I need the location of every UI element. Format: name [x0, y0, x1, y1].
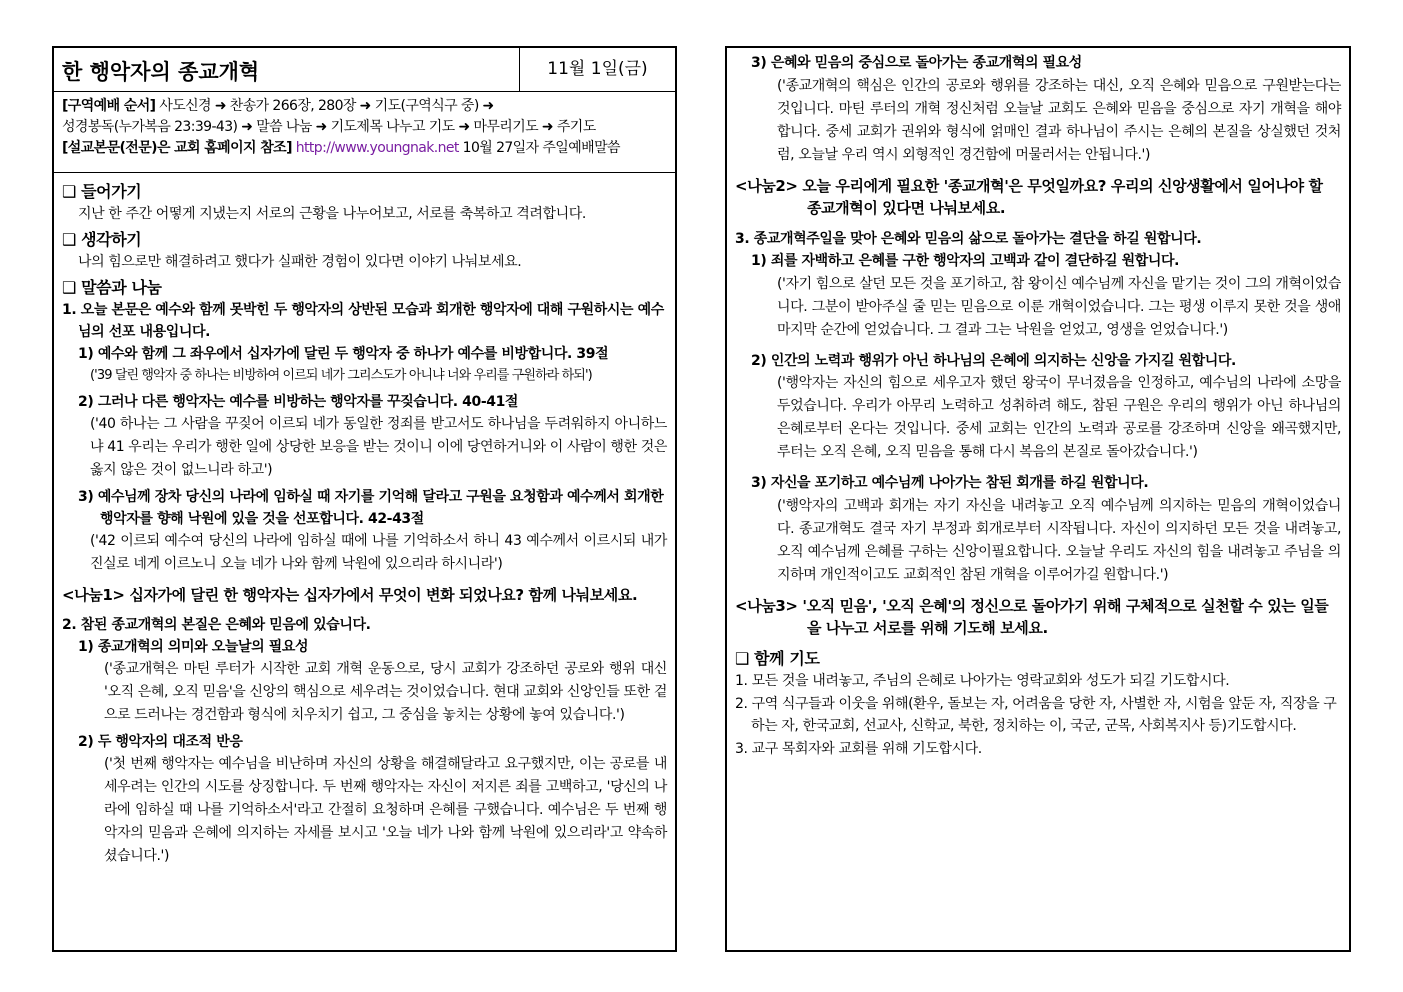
point-3-1: 1) 죄를 자백하고 은혜를 구한 행악자의 고백과 같이 결단하길 원합니다. [751, 253, 1179, 269]
sermon-label: [설교본문(전문)은 교회 홈페이지 참조] [62, 140, 292, 156]
point-3-2: 2) 인간의 노력과 행위가 아닌 하나님의 은혜에 의지하는 신앙을 가지길 원합니다. [751, 352, 1236, 369]
point-1-2: 2) 그러나 다른 행악자는 예수를 비방하는 행악자를 꾸짖습니다. 40-41절 [78, 394, 519, 410]
point-2-1-quote: ('종교개혁은 마틴 루터가 시작한 교회 개혁 운동으로, 당시 교회가 강조하던 공로와 행위 대신 '오직 은혜, 오직 믿음'을 신앙의 핵심으로 세우려는 것이었습니다. 현대 교회와 신앙인들 또한 겉으로 드러나는 경건함과 형식에 치우치기 쉽고, 그 중심을 놓치는 상황에 놓여 있습니다.') [104, 661, 667, 723]
share-2: <나눔2> 오늘 우리에게 필요한 '종교개혁'은 무엇일까요? 우리의 신앙생활에서 일어나야 할 종교개혁이 있다면 나눠보세요. [735, 176, 1323, 217]
point-2-3: 3) 은혜와 믿음의 중심으로 돌아가는 종교개혁의 필요성 [751, 55, 1082, 71]
prayer-1: 1. 모든 것을 내려놓고, 주님의 은혜로 나아가는 영락교회와 성도가 되길 기도합시다. [735, 673, 1230, 689]
order-label: [구역예배 순서] [62, 98, 156, 114]
point-1-3-quote: ('42 이르되 예수여 당신의 나라에 임하실 때에 나를 기억하소서 하니 43 예수께서 이르시되 내가 진실로 네게 이르노니 오늘 네가 나와 함께 낙원에 있으리라 하시니라') [90, 533, 667, 572]
sermon-date: 10월 27일자 주일예배말씀 [458, 140, 620, 156]
point-2: 2. 참된 종교개혁의 본질은 은혜와 믿음에 있습니다. [62, 617, 371, 633]
left-panel [52, 46, 677, 952]
point-1-1: 1) 예수와 함께 그 좌우에서 십자가에 달린 두 행악자 중 하나가 예수를 비방합니다. 39절 [78, 346, 609, 362]
point-3-2-quote: ('행악자는 자신의 힘으로 세우고자 했던 왕국이 무너졌음을 인정하고, 예수님의 나라에 소망을 두었습니다. 우리가 아무리 노력하고 성취하려 해도, 참된 구원은 우리의 행위가 아닌 하나님의 은혜로부터 온다는 것입니다. 중세 교회는 인간의 노력과 공로를 강조하며 신앙을 왜곡했지만, 루터는 오직 은혜, 오직 믿음을 통해 다시 복음의 본질로 돌아갔습니다.') [777, 375, 1341, 460]
share-1: <나눔1> 십자가에 달린 한 행악자는 십자가에서 무엇이 변화 되었나요? 함께 나눠보세요. [62, 586, 638, 604]
point-1-2-quote: ('40 하나는 그 사람을 꾸짖어 이르되 네가 동일한 정죄를 받고서도 하나님을 두려워하지 아니하느냐 41 우리는 우리가 행한 일에 상당한 보응을 받는 것이니 이에 당연하거니와 이 사람이 행한 것은 옳지 않은 것이 없느니라 하고') [90, 416, 667, 478]
order-text1: 사도신경 ➜ 찬송가 266장, 280장 ➜ 기도(구역식구 중) ➜ [155, 98, 494, 114]
point-3-3: 3) 자신을 포기하고 예수님께 나아가는 참된 회개를 하길 원합니다. [751, 475, 1149, 491]
section-think-text: 나의 힘으로만 해결하려고 했다가 실패한 경험이 있다면 이야기 나눠보세요. [78, 254, 522, 270]
point-1-1-quote: ('39 달린 행악자 중 하나는 비방하여 이르되 네가 그리스도가 아니냐 너와 우리를 구원하라 하되') [90, 368, 592, 383]
order-text2: 성경봉독(누가복음 23:39-43) ➜ 말씀 나눔 ➜ 기도제목 나누고 기도 ➜ 마무리기도 ➜ 주기도 [62, 119, 596, 135]
point-2-1: 1) 종교개혁의 의미와 오늘날의 필요성 [78, 639, 309, 655]
right-panel [725, 46, 1351, 952]
page-title: 한 행악자의 종교개혁 [54, 48, 520, 91]
homepage-link[interactable]: http://www.youngnak.net [291, 140, 459, 156]
section-intro-title: ❑ 들어가기 [62, 182, 142, 201]
section-word-title: ❑ 말씀과 나눔 [62, 278, 162, 297]
section-intro-text: 지난 한 주간 어떻게 지냈는지 서로의 근황을 나누어보고, 서로를 축복하고 격려합니다. [78, 206, 586, 222]
left-content [54, 173, 675, 868]
point-2-3-quote: ('종교개혁의 핵심은 인간의 공로와 행위를 강조하는 대신, 오직 은혜와 믿음으로 구원받는다는 것입니다. 마틴 루터의 개혁 정신처럼 오늘날 교회도 은혜와 믿음을 중심으로 자기 개혁을 해야 합니다. 중세 교회가 권위와 형식에 얽매인 결과 하나님이 주시는 은혜의 본질을 상실했던 것처럼, 오늘날 우리 역시 외형적인 경건함에 머물러서는 안됩니다.') [777, 77, 1341, 163]
point-1-3: 3) 예수님께 장차 당신의 나라에 임하실 때 자기를 기억해 달라고 구원을 요청함과 예수께서 회개한 행악자를 향해 낙원에 있을 것을 선포합니다. 42-43절 [78, 489, 664, 527]
point-2-2-quote: ('첫 번째 행악자는 예수님을 비난하며 자신의 상황을 해결해달라고 요구했지만, 이는 공로를 내세우려는 인간의 시도를 상징합니다. 두 번째 행악자는 자신이 저지른 죄를 고백하고, '당신의 나라에 임하실 때 나를 기억하소서'라고 간절히 요청하며 은혜를 구했습니다. 예수님은 두 번째 행악자의 믿음과 은혜에 의지하는 자세를 보시고 '오늘 네가 나와 함께 낙원에 있으리라'고 약속하셨습니다.') [104, 756, 667, 864]
header [54, 48, 675, 92]
date-label: 11월 1일(금) [547, 59, 648, 79]
prayer-3: 3. 교구 목회자와 교회를 위해 기도합시다. [735, 740, 982, 757]
prayer-2: 2. 구역 식구들과 이웃을 위해(환우, 돌보는 자, 어려움을 당한 자, 사별한 자, 시험을 앞둔 자, 직장을 구하는 자, 한국교회, 선교사, 신학교, 북한, 정치하는 이, 국군, 군목, 사회복지사 등)기도합시다. [735, 695, 1337, 734]
point-3-1-quote: ('자기 힘으로 살던 모든 것을 포기하고, 참 왕이신 예수님께 자신을 맡기는 것이 그의 개혁이었습니다. 그분이 받아주실 줄 믿는 믿음으로 이룬 개혁이었습니다. 그는 평생 이루지 못한 것을 생애 마지막 순간에 얻었습니다. 그 결과 그는 낙원을 얻었고, 영생을 얻었습니다.') [777, 275, 1341, 338]
right-content [727, 48, 1349, 760]
share-3: <나눔3> '오직 믿음', '오직 은혜'의 정신으로 돌아가기 위해 구체적으로 실천할 수 있는 일들을 나누고 서로를 위해 기도해 보세요. [735, 596, 1329, 637]
point-2-2: 2) 두 행악자의 대조적 반응 [78, 734, 243, 750]
section-think-title: ❑ 생각하기 [62, 230, 142, 249]
point-3-3-quote: ('행악자의 고백과 회개는 자기 자신을 내려놓고 오직 예수님께 의지하는 믿음의 개혁이었습니다. 종교개혁도 결국 자기 부정과 회개로부터 시작됩니다. 자신이 의지하던 모든 것을 내려놓고, 오직 예수님께 은혜를 구하는 신앙이필요합니다. 오늘날 우리도 자신의 힘을 내려놓고 주님을 의지하며 개인적이고도 교회적인 참된 개혁을 이루어가길 원합니다.') [777, 497, 1341, 583]
worship-order [54, 92, 675, 173]
point-3: 3. 종교개혁주일을 맞아 은혜와 믿음의 삶으로 돌아가는 결단을 하길 원합니다. [735, 230, 1202, 247]
point-1: 1. 오늘 본문은 예수와 함께 못박힌 두 행악자의 상반된 모습과 회개한 행악자에 대해 구원하시는 예수님의 선포 내용입니다. [62, 302, 664, 340]
section-pray-title: ❑ 함께 기도 [735, 648, 820, 668]
